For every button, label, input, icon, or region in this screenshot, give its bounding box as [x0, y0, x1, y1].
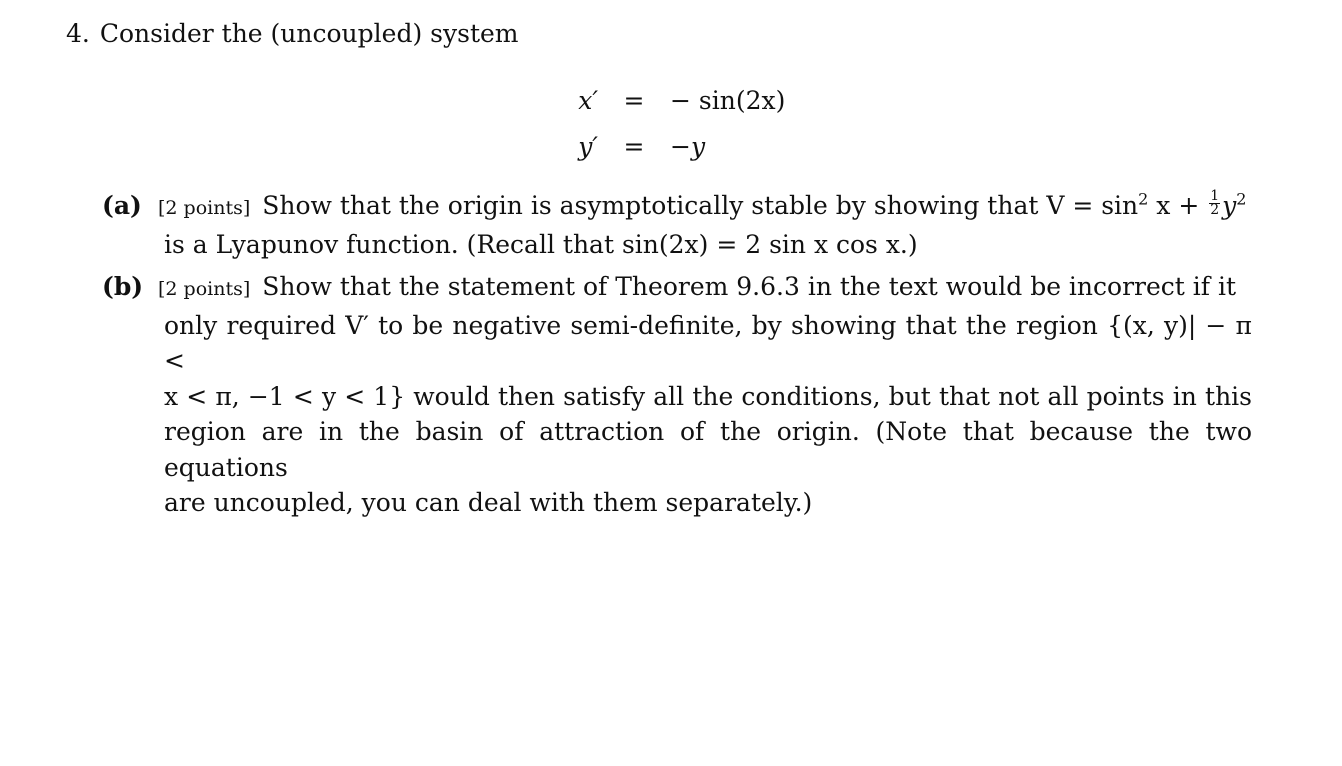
problem-header	[66, 16, 519, 52]
part-a-body	[158, 188, 1252, 262]
problem-intro: Consider the (uncoupled) system	[99, 19, 519, 48]
equals-sign: =	[623, 86, 645, 115]
equation-lhs: y′	[578, 132, 598, 161]
part-b-text: Show that the statement of Theorem 9.6.3 in the text would be incorrect if it	[262, 272, 1237, 301]
fraction-denominator: 2	[1210, 202, 1220, 218]
exponent: 2	[1138, 189, 1149, 209]
part-b-line-4: region are in the basin of attraction of the origin. (Note that because the two equations	[164, 417, 1252, 482]
fraction-numerator: 1	[1210, 188, 1220, 204]
exponent: 2	[1236, 189, 1247, 209]
part-b-line-5: are uncoupled, you can deal with them separately.)	[164, 488, 813, 517]
variable-y: y	[1222, 191, 1237, 220]
part-a-line-1	[158, 188, 1252, 227]
equation-row	[560, 124, 785, 170]
part-a-line-2: is a Lyapunov function. (Recall that sin(2x) = 2 sin x cos x.)	[164, 229, 918, 259]
equation-rhs: − sin(2x)	[670, 86, 786, 115]
part-b	[102, 269, 1252, 521]
part-a-label: (a)	[102, 191, 142, 220]
fraction	[1209, 190, 1220, 217]
part-a-text-cont: x +	[1148, 191, 1208, 220]
part-b-label: (b)	[102, 272, 144, 301]
equation-lhs: x′	[578, 86, 598, 115]
problem-number: 4.	[66, 19, 90, 48]
part-b-body	[158, 269, 1252, 521]
part-a	[102, 188, 1252, 262]
points-badge: [2 points]	[158, 278, 251, 300]
part-b-line-2: only required V′ to be negative semi-definite, by showing that the region {(x, y)| − π <	[164, 310, 1252, 375]
points-badge: [2 points]	[158, 197, 251, 219]
part-b-line-1	[158, 269, 1252, 308]
part-a-text: Show that the origin is asymptotically stable by showing that V = sin	[262, 191, 1139, 220]
equals-sign: =	[623, 132, 645, 161]
part-b-line-3: x < π, −1 < y < 1} would then satisfy all the conditions, but that not all points in this	[164, 381, 1252, 411]
equation-rhs: −y	[670, 132, 706, 161]
equation-system	[560, 78, 785, 170]
equation-row	[560, 78, 785, 124]
